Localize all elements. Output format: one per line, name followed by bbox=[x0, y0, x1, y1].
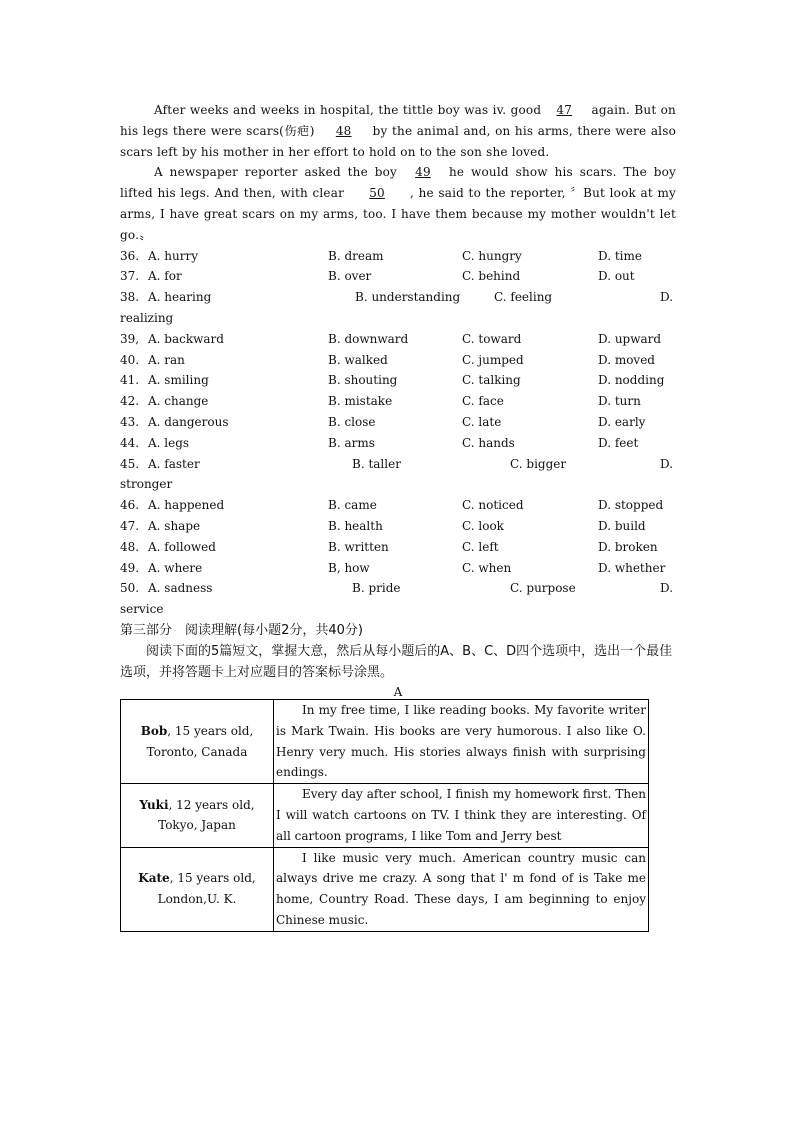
answer-options bbox=[120, 246, 676, 620]
person-cell bbox=[121, 847, 274, 931]
option-d: D. bbox=[660, 456, 674, 471]
option-d: D. stopped bbox=[598, 498, 664, 513]
question-row-wrap bbox=[120, 599, 676, 620]
question-row bbox=[120, 350, 676, 371]
section3-instruction: 阅读下面的5篇短文，掌握大意，然后从每小题后的A、B、C、D四个选项中，选出一个最佳选项，并将答题卡上对应题目的答案标号涂黑。 bbox=[120, 643, 673, 680]
blank-48: 48 bbox=[335, 123, 352, 138]
question-row bbox=[120, 412, 676, 433]
question-row bbox=[120, 246, 676, 267]
blank-47: 47 bbox=[556, 103, 573, 117]
text: by the animal and, on his arms, there were also scars left by his mother in her effort to hold on to the son she loved. bbox=[120, 123, 676, 159]
question-row bbox=[120, 454, 676, 475]
option-c: C. bigger bbox=[510, 456, 567, 471]
option-a: A. dangerous bbox=[148, 414, 229, 429]
option-a: A. sadness bbox=[148, 581, 213, 596]
question-number: 41. bbox=[120, 373, 140, 388]
option-a: A. where bbox=[148, 560, 203, 575]
question-number: 47. bbox=[120, 518, 140, 533]
question-row bbox=[120, 370, 676, 391]
person-name: Yuki bbox=[139, 797, 169, 812]
person-age: , 12 years old, bbox=[168, 797, 255, 812]
option-b: B. dream bbox=[328, 248, 384, 263]
option-c: C. talking bbox=[462, 373, 521, 388]
section3-title: 第三部分 阅读理解(每小题2分，共40分) bbox=[120, 622, 363, 638]
person-place: Tokyo, Japan bbox=[158, 818, 236, 833]
option-a: A. shape bbox=[148, 518, 201, 533]
question-number: 45. bbox=[120, 456, 140, 471]
option-d: D. time bbox=[598, 248, 642, 263]
option-b: B. taller bbox=[352, 456, 401, 471]
option-c: C. purpose bbox=[510, 581, 576, 596]
option-b: B, how bbox=[328, 560, 370, 575]
reading-table bbox=[120, 699, 649, 932]
blank-50: 50 bbox=[369, 186, 385, 201]
question-number: 46. bbox=[120, 498, 140, 513]
question-row bbox=[120, 516, 676, 537]
person-text bbox=[274, 784, 649, 847]
question-row bbox=[120, 495, 676, 516]
option-c: C. hungry bbox=[462, 248, 522, 263]
option-b: B. arms bbox=[328, 435, 375, 450]
option-d: D. bbox=[660, 581, 674, 596]
option-a: A. change bbox=[148, 394, 209, 409]
option-c: C. hands bbox=[462, 435, 515, 450]
text: , he said to the reporter, 〞But look at my arms, I have great scars on my arms, too. I have them because my mother wouldn't let go.〟 bbox=[120, 186, 676, 242]
option-a: A. backward bbox=[148, 331, 224, 346]
passage-label: A bbox=[393, 684, 403, 699]
option-c: C. noticed bbox=[462, 498, 524, 513]
person-text bbox=[274, 699, 649, 783]
person-name: Kate bbox=[138, 871, 170, 886]
question-number: 50. bbox=[120, 581, 140, 596]
text: he would show his scars. The boy lifted his legs. And then, with clear bbox=[120, 165, 676, 201]
person-text-body: In my free time, I like reading books. My favorite writer is Mark Twain. His books are very humorous. I also like O. Henry very much. His stories always finish with surprising endings. bbox=[276, 702, 646, 780]
option-d: D. feet bbox=[598, 435, 639, 450]
option-b: B. mistake bbox=[328, 394, 393, 409]
option-d: D. bbox=[660, 290, 674, 305]
question-row bbox=[120, 287, 676, 308]
option-c: C. look bbox=[462, 518, 504, 533]
person-place: London,U. K. bbox=[157, 892, 237, 907]
person-place: Toronto, Canada bbox=[146, 744, 248, 759]
option-d: D. build bbox=[598, 518, 646, 533]
option-a: A. hurry bbox=[148, 248, 199, 263]
option-c: C. late bbox=[462, 414, 502, 429]
question-number: 49. bbox=[120, 560, 140, 575]
option-b: B. close bbox=[328, 414, 376, 429]
person-row bbox=[121, 699, 649, 783]
question-row bbox=[120, 433, 676, 454]
option-c: C. when bbox=[462, 560, 512, 575]
text: again. But on his legs there were scars(伤疤) bbox=[120, 103, 676, 138]
option-b: B. shouting bbox=[328, 373, 398, 388]
person-cell bbox=[121, 784, 274, 847]
option-d: D. out bbox=[598, 269, 635, 284]
question-row bbox=[120, 391, 676, 412]
person-text bbox=[274, 847, 649, 931]
option-c: C. feeling bbox=[494, 290, 553, 305]
question-row bbox=[120, 558, 676, 579]
option-a: A. followed bbox=[148, 539, 216, 554]
option-a: A. hearing bbox=[148, 290, 212, 305]
text: A newspaper reporter asked the boy bbox=[154, 165, 397, 180]
option-b: B. pride bbox=[352, 581, 401, 596]
person-name: Bob bbox=[140, 723, 168, 738]
cloze-paragraph-1 bbox=[120, 100, 676, 162]
option-d-wrap: realizing bbox=[120, 310, 174, 325]
option-b: B. over bbox=[328, 269, 372, 284]
question-row bbox=[120, 578, 676, 599]
option-b: B. health bbox=[328, 518, 383, 533]
option-d-wrap: stronger bbox=[120, 477, 173, 492]
option-d: D. nodding bbox=[598, 373, 665, 388]
option-d: D. broken bbox=[598, 539, 658, 554]
question-number: 44. bbox=[120, 435, 140, 450]
question-number: 42. bbox=[120, 394, 140, 409]
option-a: A. for bbox=[148, 269, 182, 284]
exam-page bbox=[120, 100, 676, 927]
person-age: , 15 years old, bbox=[169, 871, 256, 886]
person-row bbox=[121, 784, 649, 847]
option-d: D. turn bbox=[598, 394, 641, 409]
question-number: 37. bbox=[120, 269, 140, 284]
question-number: 43. bbox=[120, 414, 140, 429]
option-a: A. faster bbox=[148, 456, 200, 471]
person-text-body: I like music very much. American country music can always drive me crazy. A song that l' m fond of is Take me home, Country Road. These days, I am beginning to enjoy Chinese music. bbox=[276, 850, 646, 927]
option-b: B. walked bbox=[328, 352, 388, 367]
option-d: D. upward bbox=[598, 331, 662, 346]
option-d: D. early bbox=[598, 414, 646, 429]
option-b: B. written bbox=[328, 539, 389, 554]
option-c: C. toward bbox=[462, 331, 522, 346]
question-number: 39, bbox=[120, 331, 140, 346]
text: After weeks and weeks in hospital, the tittle boy was iv. good bbox=[154, 103, 542, 117]
question-number: 38. bbox=[120, 290, 140, 305]
option-a: A. legs bbox=[148, 435, 190, 450]
question-number: 40. bbox=[120, 352, 140, 367]
option-d: D. whether bbox=[598, 560, 666, 575]
option-b: B. downward bbox=[328, 331, 409, 346]
question-number: 36. bbox=[120, 248, 140, 263]
option-b: B. came bbox=[328, 498, 377, 513]
person-age: , 15 years old, bbox=[167, 723, 254, 738]
person-cell bbox=[121, 699, 274, 783]
blank-49: 49 bbox=[415, 165, 431, 180]
option-a: A. ran bbox=[148, 352, 185, 367]
question-row bbox=[120, 329, 676, 350]
question-number: 48. bbox=[120, 539, 140, 554]
option-c: C. left bbox=[462, 539, 499, 554]
option-d-wrap: service bbox=[120, 602, 164, 617]
cloze-paragraph-2 bbox=[120, 162, 676, 245]
option-d: D. moved bbox=[598, 352, 655, 367]
option-b: B. understanding bbox=[355, 290, 461, 305]
question-row-wrap bbox=[120, 308, 676, 329]
option-c: C. jumped bbox=[462, 352, 524, 367]
option-c: C. behind bbox=[462, 269, 521, 284]
option-c: C. face bbox=[462, 394, 504, 409]
person-text-body: Every day after school, I finish my homework first. Then I will watch cartoons on TV. I think they are interesting. Of all cartoon programs, I like Tom and Jerry best bbox=[276, 787, 646, 843]
question-row-wrap bbox=[120, 474, 676, 495]
option-a: A. happened bbox=[148, 498, 225, 513]
option-a: A. smiling bbox=[148, 373, 209, 388]
question-row bbox=[120, 537, 676, 558]
question-row bbox=[120, 266, 676, 287]
person-row bbox=[121, 847, 649, 931]
